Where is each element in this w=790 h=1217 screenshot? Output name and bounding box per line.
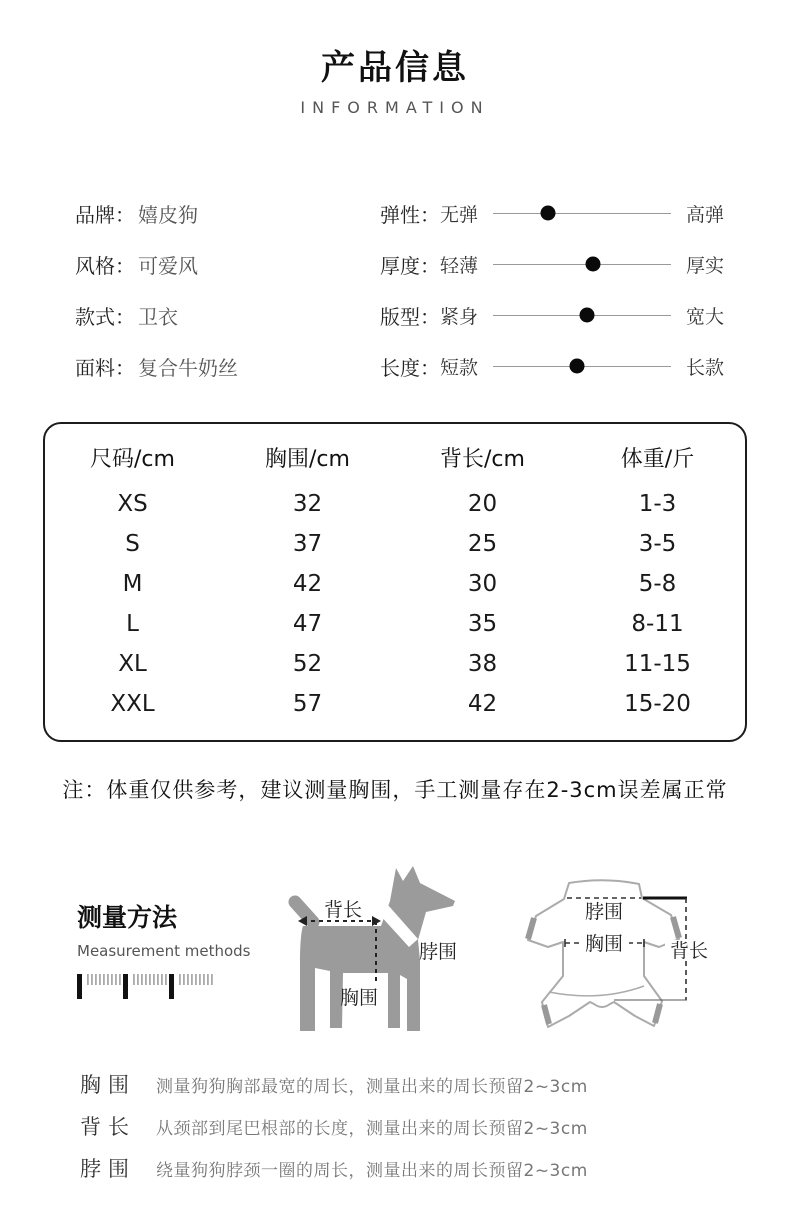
slider-row	[380, 252, 790, 276]
size-table-cell: 15-20	[624, 691, 691, 717]
size-table-row	[45, 644, 745, 684]
size-table-cell: 25	[467, 531, 498, 557]
attributes-section	[0, 201, 790, 378]
slider-track	[493, 315, 671, 316]
ruler-icon	[77, 974, 213, 1000]
definition-row	[80, 1069, 790, 1099]
size-table-row	[45, 604, 745, 644]
ruler-minor-mark	[133, 974, 135, 985]
size-table-cell: M	[122, 571, 143, 597]
size-table-cell: 47	[292, 611, 323, 637]
size-table-header-row	[45, 436, 745, 484]
dog-back-label: 背长	[323, 899, 363, 921]
size-table-cell: 42	[292, 571, 323, 597]
ruler-minor-mark	[153, 974, 155, 985]
definition-term: 脖围	[80, 1157, 136, 1181]
measurement-section	[0, 854, 790, 1049]
size-table-cell: L	[126, 611, 139, 637]
size-table-header-cell: 胸围/cm	[265, 447, 350, 472]
slider-list	[380, 201, 790, 378]
size-table-row	[45, 564, 745, 604]
size-table-cell: 5-8	[638, 571, 677, 597]
page-title: 产品信息	[321, 48, 469, 88]
slider-row	[380, 201, 790, 225]
ruler-minor-mark	[161, 974, 163, 985]
ruler-minor-mark	[119, 974, 121, 985]
size-table-cell: 32	[292, 491, 323, 517]
attribute-list	[75, 201, 380, 378]
dog-chest-label: 胸围	[339, 987, 379, 1009]
attribute-row	[75, 354, 380, 378]
garment-measure-diagram	[493, 854, 743, 1049]
ruler-minor-mark	[199, 974, 201, 985]
size-table-cell: 35	[467, 611, 498, 637]
slider-max-label: 高弹	[686, 203, 725, 226]
ruler-major-mark	[169, 974, 174, 999]
attribute-row	[75, 303, 380, 327]
attribute-row	[75, 252, 380, 276]
size-table-row	[45, 684, 745, 724]
attribute-label: 风格：	[75, 253, 135, 278]
slider-dot	[569, 359, 584, 374]
ruler-minor-mark	[91, 974, 93, 985]
ruler-minor-mark	[207, 974, 209, 985]
ruler-minor-mark	[95, 974, 97, 985]
measurement-title: 测量方法	[77, 903, 178, 932]
definition-term: 背长	[80, 1115, 136, 1139]
ruler-minor-mark	[203, 974, 205, 985]
slider-dot	[580, 308, 595, 323]
ruler-minor-mark	[183, 974, 185, 985]
slider-track	[493, 366, 671, 367]
attribute-label: 面料：	[75, 355, 135, 380]
ruler-major-mark	[77, 974, 82, 999]
slider-label: 弹性：	[380, 202, 440, 227]
measurement-heading	[45, 854, 257, 1000]
size-table-cell: 57	[292, 691, 323, 717]
size-table-header-cell: 背长/cm	[440, 447, 525, 472]
slider-dot	[541, 206, 556, 221]
ruler-minor-mark	[141, 974, 143, 985]
attribute-label: 品牌：	[75, 202, 135, 227]
page-subtitle: INFORMATION	[300, 98, 490, 117]
ruler-minor-mark	[179, 974, 181, 985]
slider-row	[380, 303, 790, 327]
ruler-minor-mark	[187, 974, 189, 985]
garment-neck-label: 脖围	[584, 901, 624, 923]
size-table-header-cell: 体重/斤	[620, 447, 695, 472]
size-table-cell: XL	[118, 651, 147, 677]
definition-term: 胸围	[80, 1073, 136, 1097]
ruler-minor-mark	[195, 974, 197, 985]
ruler-minor-mark	[103, 974, 105, 985]
slider-min-label: 短款	[440, 356, 479, 379]
slider-track	[493, 213, 671, 214]
definition-desc: 测量狗狗胸部最宽的周长，测量出来的周长预留2~3cm	[156, 1077, 588, 1097]
slider-row	[380, 354, 790, 378]
measurement-subtitle: Measurement methods	[77, 942, 251, 960]
size-table-cell: 3-5	[638, 531, 677, 557]
size-table-cell: 38	[467, 651, 498, 677]
slider-label: 长度：	[380, 355, 440, 380]
attribute-row	[75, 201, 380, 225]
garment-chest-label: 胸围	[584, 933, 624, 955]
size-table-cell: 30	[467, 571, 498, 597]
attribute-value: 嬉皮狗	[138, 202, 198, 227]
size-table-cell: 42	[467, 691, 498, 717]
dog-measure-diagram	[269, 854, 489, 1046]
ruler-minor-mark	[191, 974, 193, 985]
slider-min-label: 无弹	[440, 203, 479, 226]
size-table-cell: 1-3	[638, 491, 677, 517]
dog-neck-label: 脖围	[418, 941, 458, 963]
definition-desc: 从颈部到尾巴根部的长度，测量出来的周长预留2~3cm	[156, 1119, 588, 1139]
size-table-cell: XXL	[110, 691, 155, 717]
header	[0, 0, 790, 117]
ruler-minor-mark	[149, 974, 151, 985]
ruler-minor-mark	[157, 974, 159, 985]
ruler-minor-mark	[99, 974, 101, 985]
slider-label: 厚度：	[380, 253, 440, 278]
slider-max-label: 厚实	[686, 254, 725, 277]
size-table-cell: 52	[292, 651, 323, 677]
size-table-row	[45, 524, 745, 564]
ruler-minor-mark	[145, 974, 147, 985]
ruler-major-mark	[123, 974, 128, 999]
ruler-minor-mark	[87, 974, 89, 985]
attribute-value: 卫衣	[138, 304, 178, 329]
size-table-row	[45, 484, 745, 524]
definition-row	[80, 1111, 790, 1141]
size-table-header-cell: 尺码/cm	[90, 447, 175, 472]
ruler-minor-mark	[165, 974, 167, 985]
ruler-minor-mark	[211, 974, 213, 985]
garment-back-label: 背长	[669, 940, 709, 962]
slider-min-label: 轻薄	[440, 254, 479, 277]
size-table-cell: S	[125, 531, 140, 557]
ruler-minor-mark	[111, 974, 113, 985]
attribute-value: 复合牛奶丝	[138, 355, 238, 380]
definition-desc: 绕量狗狗脖颈一圈的周长，测量出来的周长预留2~3cm	[156, 1161, 588, 1181]
slider-track	[493, 264, 671, 265]
definitions	[0, 1069, 790, 1183]
ruler-minor-mark	[137, 974, 139, 985]
definition-row	[80, 1153, 790, 1183]
size-table-cell: XS	[117, 491, 148, 517]
size-table-body	[45, 484, 745, 724]
slider-min-label: 紧身	[440, 305, 479, 328]
slider-max-label: 长款	[686, 356, 725, 379]
note-text: 注：体重仅供参考，建议测量胸围，手工测量存在2-3cm误差属正常	[62, 778, 728, 802]
attribute-label: 款式：	[75, 304, 135, 329]
size-table-cell: 8-11	[631, 611, 684, 637]
size-table	[43, 422, 747, 742]
slider-max-label: 宽大	[686, 305, 725, 328]
slider-dot	[585, 257, 600, 272]
attribute-value: 可爱风	[138, 253, 198, 278]
ruler-minor-mark	[107, 974, 109, 985]
ruler-minor-mark	[115, 974, 117, 985]
slider-label: 版型：	[380, 304, 440, 329]
size-table-cell: 20	[467, 491, 498, 517]
size-table-cell: 37	[292, 531, 323, 557]
size-table-cell: 11-15	[624, 651, 691, 677]
